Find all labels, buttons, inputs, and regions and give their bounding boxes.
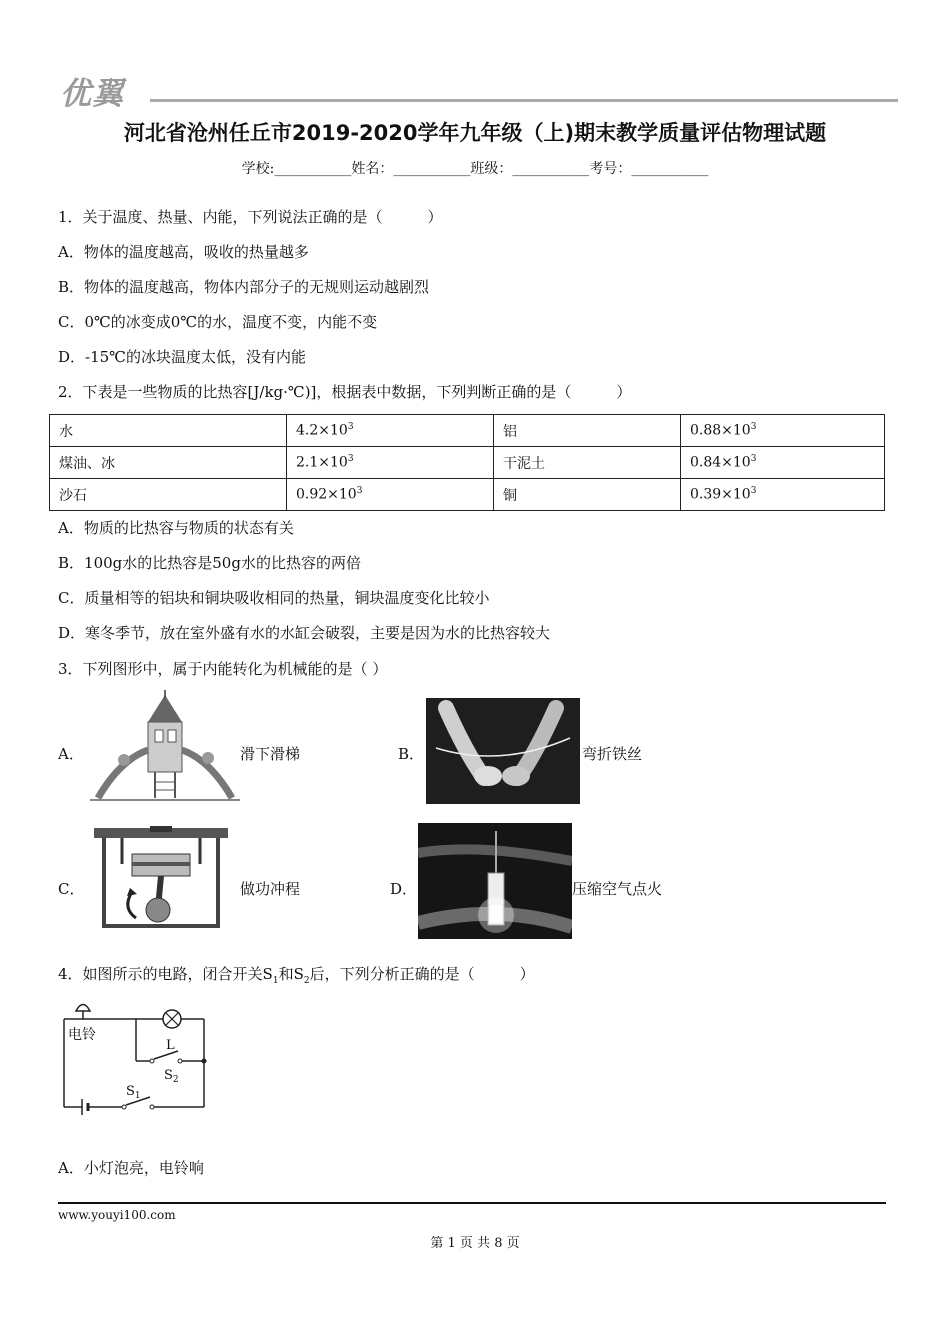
table-cell: $0.39\times 10^3$ [681, 479, 885, 511]
table-cell: $0.88\times 10^3$ [681, 415, 885, 447]
switch1-label: $S_1$ [126, 1084, 141, 1101]
q3-option-b-caption: 弯折铁丝 [582, 745, 643, 763]
table-cell: 水 [50, 415, 287, 447]
table-cell: 煤油、冰 [50, 447, 287, 479]
header-divider [150, 99, 898, 102]
q4-stem: 4．如图所示的电路，闭合开关$S_1$和$S_2$后，下列分析正确的是（ ） [58, 965, 535, 986]
logo: 优翼 [60, 76, 124, 112]
q2-option-c: C．质量相等的铝块和铜块吸收相同的热量，铜块温度变化比较小 [58, 589, 490, 607]
table-cell: $0.84\times 10^3$ [681, 447, 885, 479]
page-number: 第 1 页 共 8 页 [430, 1236, 520, 1251]
q1-option-d: D．-15℃的冰块温度太低，没有内能 [58, 348, 306, 366]
table-cell: $4.2\times 10^3$ [287, 415, 494, 447]
q3-option-d-caption: 压缩空气点火 [572, 880, 663, 898]
slide-illustration [90, 690, 240, 802]
q3-option-b-letter: B． [398, 745, 425, 763]
table-row [50, 479, 885, 511]
bell-label: 电铃 [68, 1027, 96, 1043]
q4-option-a: A．小灯泡亮，电铃响 [58, 1159, 204, 1177]
table-cell: 沙石 [50, 479, 287, 511]
q1-option-c: C．0℃的冰变成0℃的水，温度不变，内能不变 [58, 313, 378, 331]
table-cell: 干泥土 [494, 447, 681, 479]
circuit-diagram [56, 995, 216, 1120]
student-info-line: 学校:___________姓名：___________班级：___________考号：___________ [241, 161, 709, 177]
q3-option-a-caption: 滑下滑梯 [240, 745, 301, 763]
engine-stroke-diagram [92, 826, 230, 936]
q2-stem: 2．下表是一些物质的比热容[J/kg·℃)]，根据表中数据，下列判断正确的是（ ） [58, 383, 632, 401]
q3-option-d-letter: D． [390, 880, 418, 898]
q3-option-a-letter: A． [58, 745, 84, 763]
switch2-label: $S_2$ [164, 1068, 179, 1085]
table-row [50, 415, 885, 447]
q3-option-c-caption: 做功冲程 [240, 880, 301, 898]
q1-stem: 1．关于温度、热量、内能，下列说法正确的是（ ） [58, 208, 443, 226]
table-row [50, 447, 885, 479]
table-cell: $0.92\times 10^3$ [287, 479, 494, 511]
specific-heat-table [49, 414, 885, 511]
q2-option-b: B．100g水的比热容是50g水的比热容的两倍 [58, 554, 361, 572]
q2-option-a: A．物质的比热容与物质的状态有关 [58, 519, 294, 537]
footer-site: www.youyi100.com [58, 1208, 176, 1222]
q3-option-c-letter: C． [58, 880, 85, 898]
table-cell: 铝 [494, 415, 681, 447]
q1-option-b: B．物体的温度越高，物体内部分子的无规则运动越剧烈 [58, 278, 430, 296]
q2-option-d: D．寒冬季节，放在室外盛有水的水缸会破裂，主要是因为水的比热容较大 [58, 624, 551, 642]
table-cell: $2.1\times 10^3$ [287, 447, 494, 479]
table-cell: 铜 [494, 479, 681, 511]
bending-wire-photo [426, 698, 580, 804]
lamp-label: L [166, 1038, 175, 1053]
page-title: 河北省沧州任丘市2019-2020学年九年级（上)期末教学质量评估物理试题 [123, 121, 827, 145]
q1-option-a: A．物体的温度越高，吸收的热量越多 [58, 243, 309, 261]
q3-stem: 3．下列图形中，属于内能转化为机械能的是（ ） [58, 660, 388, 678]
footer-divider [58, 1202, 886, 1204]
air-compression-photo [418, 823, 572, 939]
